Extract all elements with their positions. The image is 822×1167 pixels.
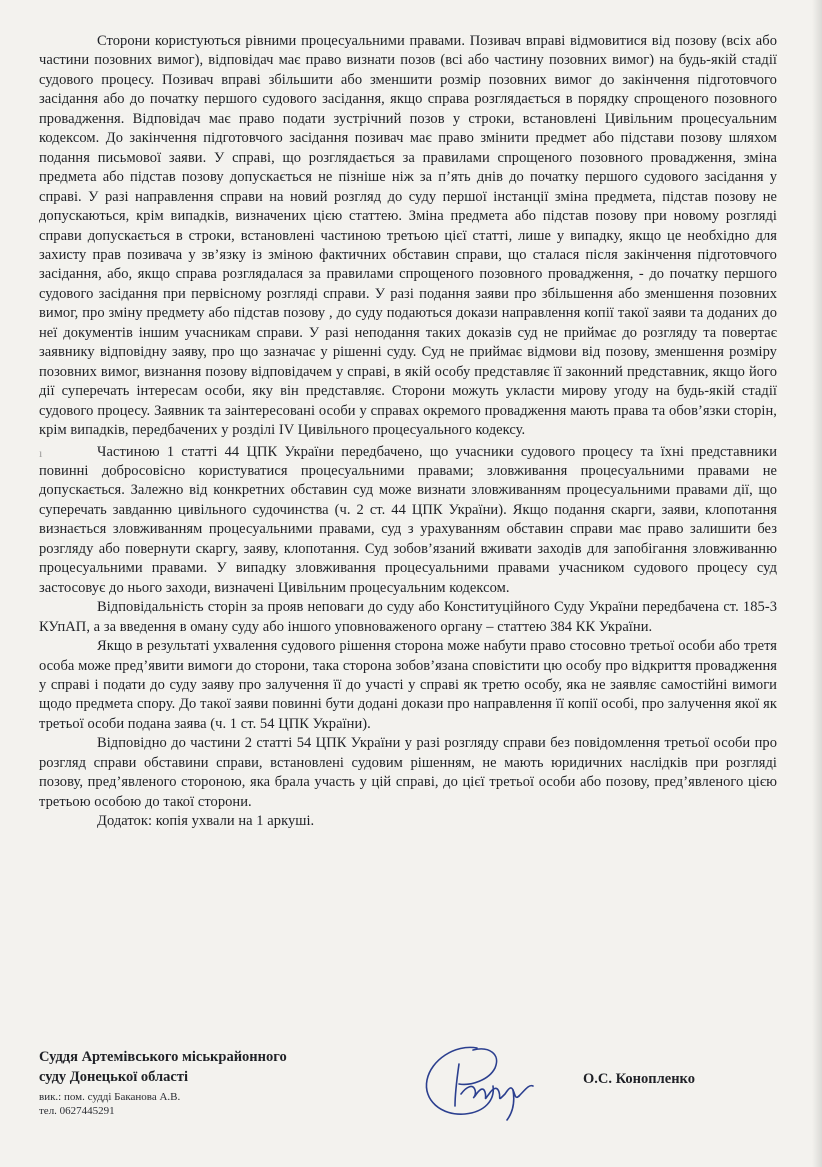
phone-note: тел. 0627445291 xyxy=(39,1105,115,1117)
executor-note: вик.: пом. судді Баканова А.В. xyxy=(39,1091,181,1103)
signature-block xyxy=(39,1048,779,1158)
judge-position-line-2: суду Донецької області xyxy=(39,1069,189,1085)
paragraph-third-party-notice: Якщо в результаті ухвалення судового рішення сторона може набути право стосовно третьої особи або третя особа може пред’явити вимоги до сторони, така сторона зобов’язана сповістити цю особу про відкриття провадження у справі і подати до суду заяву про залучення її до участі у справі як третю особу, яка не заявляє самостійні вимоги щодо предмета спору. До такої заяви повинні бути додані докази про направлення її копії особі, про залучення якої як третьої особи подана заява (ч. 1 ст. 54 ЦПК України). xyxy=(39,638,777,732)
judge-name: О.С. Конопленко xyxy=(583,1071,695,1087)
document-body xyxy=(39,32,777,832)
paragraph-liability: Відповідальність сторін за прояв неповаги до суду або Конституційного Суду України передбачена ст. 185-3 КУпАП, а за введення в оману суду або іншого уповноваженого органу – статтею 384 КК України. xyxy=(39,599,777,635)
judge-position-line-1: Суддя Артемівського міськрайонного xyxy=(39,1049,287,1065)
scan-mark: ı xyxy=(39,446,43,460)
paragraph-third-party-consequences: Відповідно до частини 2 статті 54 ЦПК України у разі розгляду справи без повідомлення третьої особи про розгляд справи обставини справи, встановлені судовим рішенням, не мають юридичних наслідків при розгляді позову, пред’явленого стороною, яка брала участь у цій справі, до цієї третьої особи або позову, пред’явленого цією третьою особою до такої сторони. xyxy=(39,735,777,810)
handwritten-signature xyxy=(415,1034,545,1124)
paragraph-abuse-of-rights: Частиною 1 статті 44 ЦПК України передбачено, що учасники судового процесу та їхні представники повинні добросовісно користуватися процесуальними правами; зловживання процесуальними правами не допускається. Залежно від конкретних обставин суд може визнати зловживанням процесуальними правами дії, що суперечать завданню цивільного судочинства (ч. 2 ст. 44 ЦПК України). Якщо подання скарги, заяви, клопотання визнається зловживанням процесуальними правами, суд з урахуванням обставин справи має право залишити без розгляду або повернути скаргу, заяву, клопотання. Суд зобов’язаний вживати заходів для запобігання зловживанню процесуальними правами. У випадку зловживання процесуальними правами учасником судового процесу суд застосовує до нього заходи, визначені Цивільним процесуальним кодексом. xyxy=(39,443,777,596)
paragraph-procedural-rights: Сторони користуються рівними процесуальними правами. Позивач вправі відмовитися від позову (всіх або частини позовних вимог), відповідач має право визнати позов (всі або частину позовних вимог) на будь-якій стадії судового процесу. Позивач вправі збільшити або зменшити розмір позовних вимог до закінчення підготовчого засідання або до початку першого судового засідання, якщо справа розглядається в порядку спрощеного позовного провадження. Відповідач має право подати зустрічний позов у строки, встановлені Цивільним процесуальним кодексом. До закінчення підготовчого засідання позивач має право змінити предмет або підстави позову шляхом подання письмової заяви. У справі, що розглядається за правилами спрощеного позовного провадження, зміна предмета або підстав позову допускається не пізніше ніж за п’ять днів до початку першого судового засідання у справі. У разі направлення справи на новий розгляд до суду першої інстанції зміна предмета, підстав позову не допускаються, крім випадків, визначених цією статтею. Зміна предмета або підстав позову при новому розгляді справи допускається в строки, встановлені частиною третьою цієї статті, лише у випадку, якщо це необхідно для захисту прав позивача у зв’язку із зміною фактичних обставин справи, що сталася після закінчення підготовчого засідання, або, якщо справа розглядалася за правилами спрощеного позовного провадження, - до початку першого судового засідання при первісному розгляді справи. У разі подання заяви про збільшення або зменшення позовних вимог, про зміну предмету або підстав позову , до суду подаються докази направлення копії такої заяви та доданих до неї документів іншим учасникам справи. У разі неподання таких доказів суд не приймає до розгляду та повертає заявнику відповідну заяву, про що зазначає у рішенні суду. Суд не приймає відмови від позову, зменшення розміру позовних вимог, визнання позову відповідачем у справі, в якій особу представляє її законний представник, якщо його дії суперечать інтересам особи, яку він представляє. Сторони можуть укласти мирову угоду на будь-якій стадії судового процесу. Заявник та заінтересовані особи у справах окремого провадження мають права та обов’язки сторін, крім випадків, передбачених у розділі IV Цивільного процесуального кодексу. xyxy=(39,33,777,439)
attachment-note: Додаток: копія ухвали на 1 аркуші. xyxy=(97,813,315,830)
